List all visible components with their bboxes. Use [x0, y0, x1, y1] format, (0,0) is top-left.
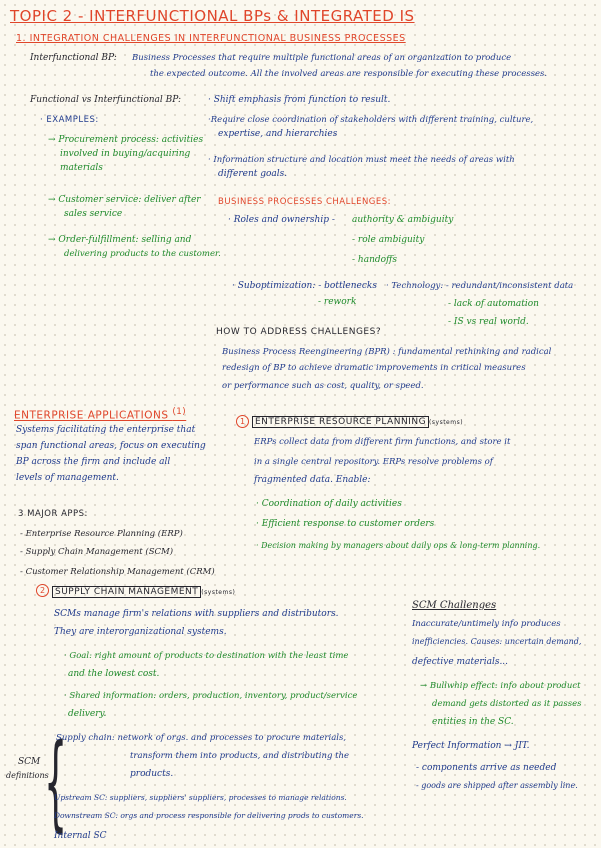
examples-label: · EXAMPLES:: [40, 115, 99, 125]
interfunctional-bp-line-1: Business Processes that require multiple functional areas of an organization to produce: [132, 53, 512, 63]
erp-title-suffix: (systems): [429, 419, 464, 426]
enterprise-apps-line-3: BP across the firm and include all: [16, 457, 171, 467]
roles-item-1: authority & ambiguity: [352, 215, 454, 225]
major-app-erp: - Enterprise Resource Planning (ERP): [20, 529, 183, 539]
erp-enable-2: · Efficient response to customer orders: [256, 519, 435, 529]
scm-title-box: SUPPLY CHAIN MANAGEMENT: [52, 586, 201, 598]
enterprise-apps-title: ENTERPRISE APPLICATIONS: [14, 409, 169, 422]
scm-number-badge: 2: [36, 584, 49, 597]
enterprise-apps-line-4: levels of management.: [16, 473, 119, 483]
subopt-label: · Suboptimization: - bottlenecks: [232, 281, 377, 291]
func-vs-inter-line: · Shift emphasis from function to result.: [208, 95, 391, 105]
scm-definitions-label-1: SCM: [18, 757, 41, 767]
how-to-line-3: or performance such as cost, quality, or speed.: [222, 381, 424, 391]
scm-definitions-label-2: definitions: [6, 771, 49, 780]
scm-line-1: SCMs manage firm's relations with suppliers and distributors.: [54, 609, 339, 619]
example-order-1: → Order-fulfillment: selling and: [48, 235, 192, 245]
how-to-heading: HOW TO ADDRESS CHALLENGES?: [216, 327, 382, 337]
erp-line-2: in a single central repository. ERPs resolve problems of: [254, 457, 493, 467]
tech-item-1: - lack of automation: [448, 299, 539, 309]
scm-goal-2: and the lowest cost.: [68, 669, 160, 679]
example-customer-1: → Customer service: deliver after: [48, 195, 201, 205]
erp-line-3: fragmented data. Enable:: [254, 475, 371, 485]
erp-enable-3: · Decision making by managers about daily ops & long-term planning.: [256, 541, 541, 550]
scm-def-downstream: Downstream SC: orgs and process responsible for delivering prods to customers.: [54, 811, 364, 820]
scm-shared-2: delivery.: [68, 709, 107, 719]
major-apps-label: 3 MAJOR APPS:: [18, 509, 88, 519]
interfunctional-bp-line-2: the expected outcome. All the involved areas are responsible for executing these processes.: [150, 69, 548, 79]
func-vs-inter-term: Functional vs Interfunctional BP:: [30, 95, 182, 105]
example-procurement-2: involved in buying/acquiring: [60, 149, 191, 159]
scm-def-supply-1: Supply chain: network of orgs. and processes to procure materials,: [56, 733, 347, 743]
erp-enable-1: · Coordination of daily activities: [256, 499, 402, 509]
erp-title-box: ENTERPRISE RESOURCE PLANNING: [252, 416, 429, 428]
how-to-line-2: redesign of BP to achieve dramatic improvements in critical measures: [222, 363, 526, 373]
scm-def-supply-3: products.: [130, 769, 174, 779]
roles-label: · Roles and ownership -: [228, 215, 335, 225]
scm-challenges-line-1: Inaccurate/untimely info produces: [412, 619, 561, 629]
major-app-scm: - Supply Chain Management (SCM): [20, 547, 174, 557]
bullwhip-line-1: → Bullwhip effect: info about product: [420, 681, 581, 691]
bullwhip-line-3: entities in the SC.: [432, 717, 514, 727]
coordination-line-1: ·Require close coordination of stakeholders with different training, culture,: [208, 115, 534, 125]
major-app-crm: - Customer Relationship Management (CRM): [20, 567, 215, 577]
enterprise-apps-line-1: Systems facilitating the enterprise that: [16, 425, 196, 435]
scm-challenges-line-3: defective materials...: [412, 657, 509, 667]
scm-def-supply-2: transform them into products, and distributing the: [130, 751, 350, 761]
interfunctional-bp-term: Interfunctional BP:: [30, 53, 117, 63]
coordination-line-3: · Information structure and location must meet the needs of areas with: [208, 155, 515, 165]
scm-line-2: They are interorganizational systems.: [54, 627, 227, 637]
roles-item-2: - role ambiguity: [352, 235, 425, 245]
topic-title: TOPIC 2 - INTERFUNCTIONAL BPs & INTEGRATED IS: [10, 7, 415, 25]
scm-goal-1: · Goal: right amount of products to destination with the least time: [64, 651, 349, 661]
scm-shared-1: · Shared information: orders, production, inventory, product/service: [64, 691, 358, 701]
erp-number-badge: 1: [236, 415, 249, 428]
definitions-brace: {: [44, 721, 68, 843]
scm-challenges-heading: SCM Challenges: [412, 600, 497, 611]
jit-point-2: - goods are shipped after assembly line.: [416, 781, 578, 790]
scm-def-internal: Internal SC: [54, 831, 107, 841]
section-heading: 1. INTEGRATION CHALLENGES IN INTERFUNCTIONAL BUSINESS PROCESSES: [16, 33, 406, 44]
jit-point-1: - components arrive as needed: [416, 763, 557, 773]
how-to-line-1: Business Process Reengineering (BPR) : fundamental rethinking and radical: [222, 347, 552, 357]
scm-title: [52, 586, 235, 599]
scm-def-upstream: Upstream SC: suppliers, suppliers' suppliers, processes to manage relations.: [54, 793, 347, 802]
coordination-line-2: expertise, and hierarchies: [218, 129, 338, 139]
erp-line-1: ERPs collect data from different firm functions, and store it: [254, 437, 511, 447]
scm-challenges-line-2: inefficiencies. Causes: uncertain demand,: [412, 637, 582, 646]
example-procurement-3: materials: [60, 163, 103, 173]
tech-label: · Technology: - redundant/inconsistent data: [386, 281, 574, 291]
coordination-line-4: different goals.: [218, 169, 288, 179]
enterprise-apps-heading: [14, 406, 186, 422]
perfect-information: Perfect Information → JIT.: [412, 741, 530, 751]
enterprise-apps-marker: (1): [172, 407, 187, 417]
example-order-2: delivering products to the customer.: [64, 249, 221, 259]
example-customer-2: sales service: [64, 209, 123, 219]
roles-item-3: - handoffs: [352, 255, 398, 265]
tech-item-2: - IS vs real world.: [448, 317, 529, 327]
enterprise-apps-line-2: span functional areas, focus on executing: [16, 441, 206, 451]
scm-title-suffix: (systems): [201, 589, 236, 596]
subopt-item: - rework: [318, 297, 357, 307]
bullwhip-line-2: demand gets distorted as it passes: [432, 699, 582, 709]
erp-title: [252, 416, 463, 429]
example-procurement-1: → Procurement process: activities: [48, 135, 204, 145]
challenges-heading: BUSINESS PROCESSES CHALLENGES:: [218, 197, 392, 207]
